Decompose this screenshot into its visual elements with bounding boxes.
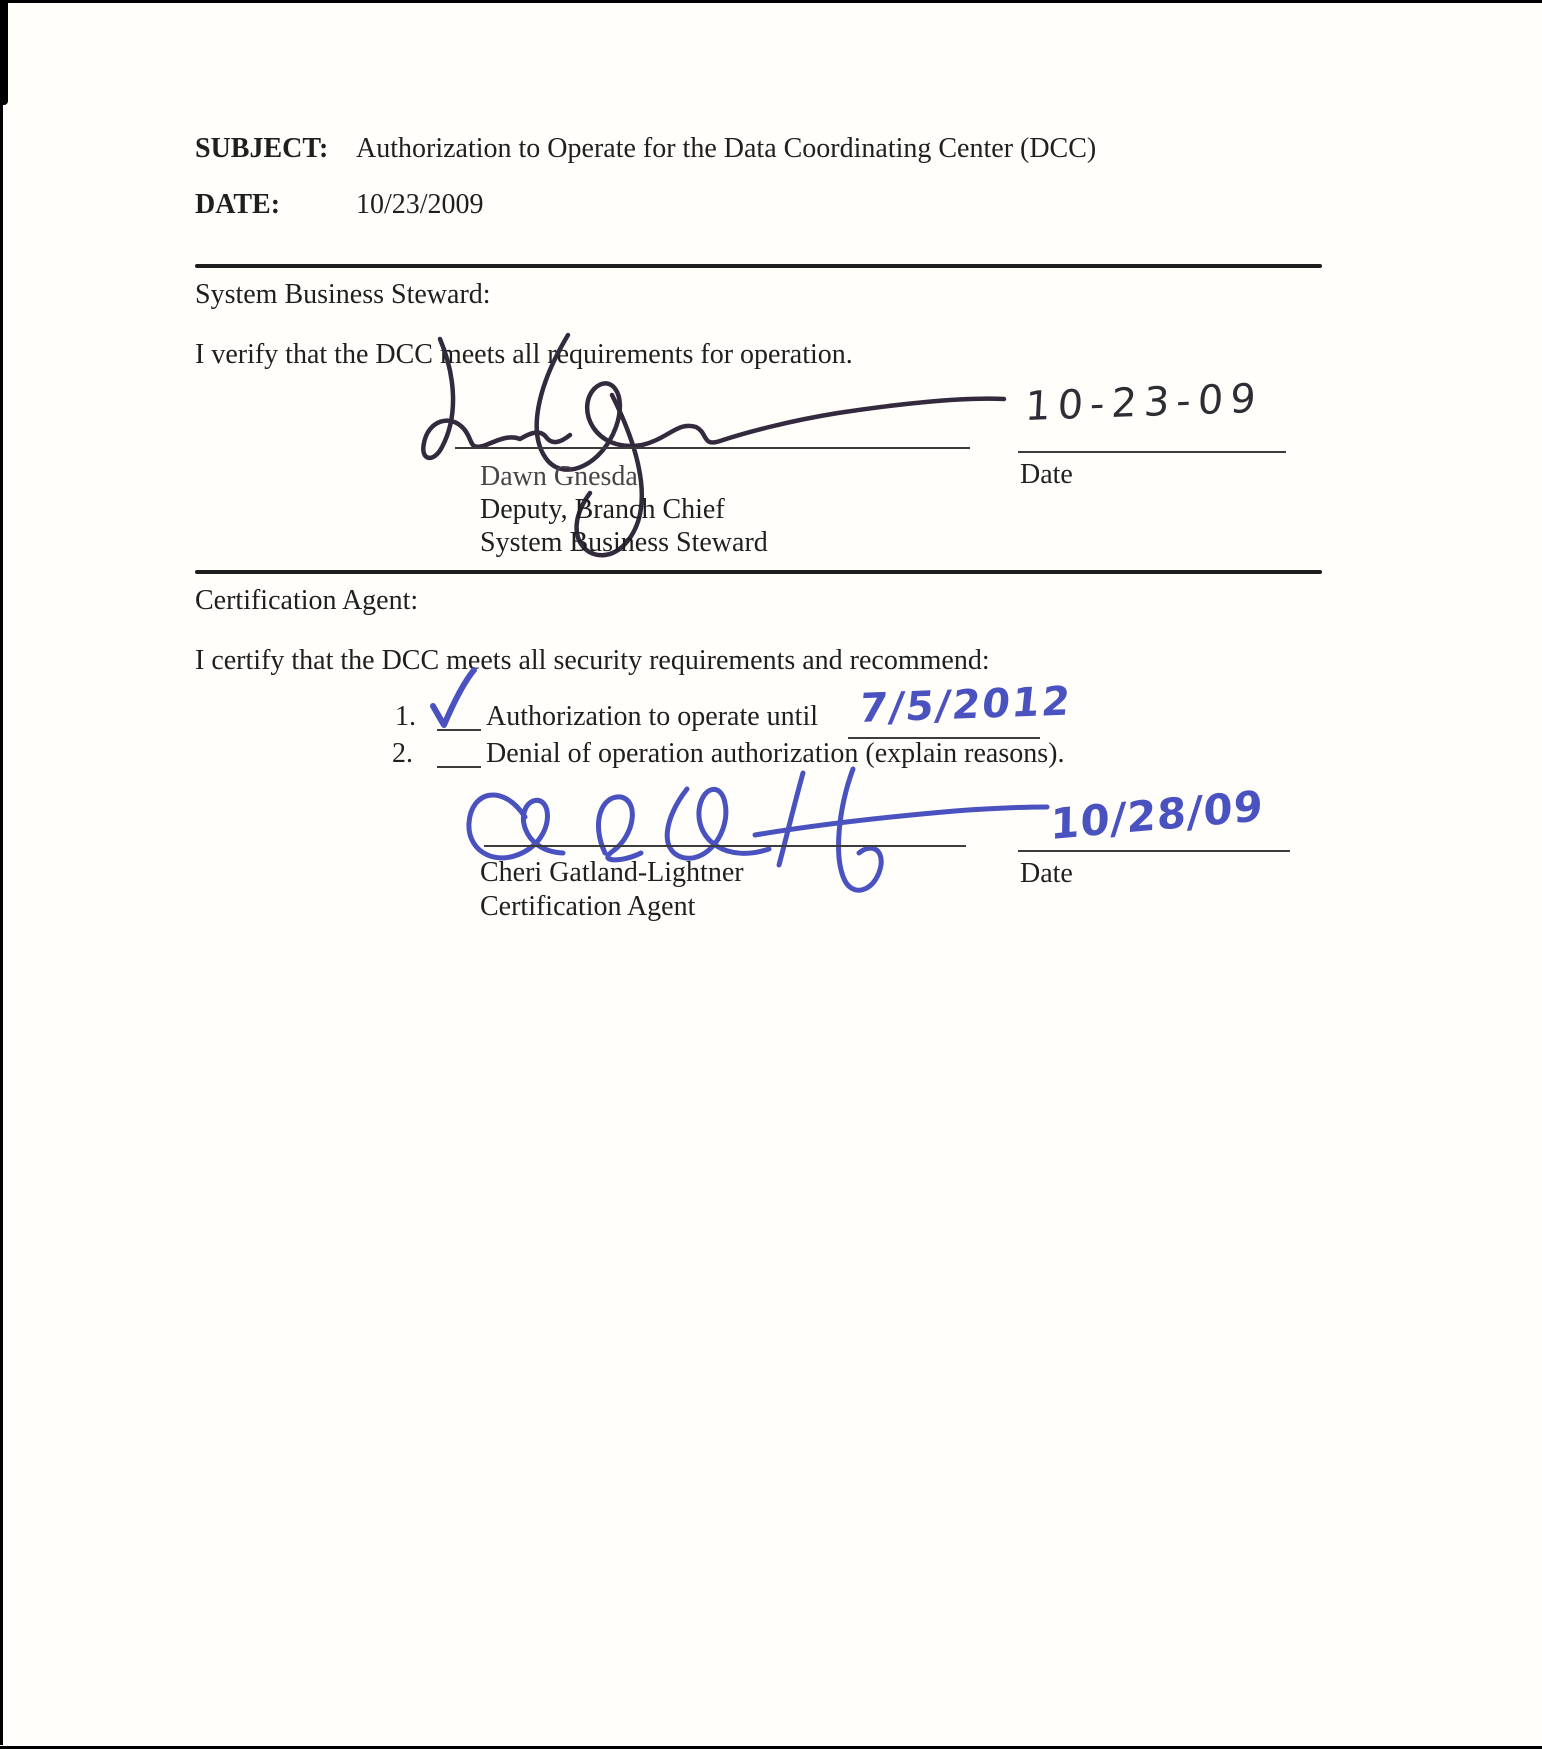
certification-signer-title: Certification Agent [480,891,696,922]
certification-handwritten-date: 10/28/09 [1050,781,1265,849]
steward-date-line [1018,451,1286,453]
scan-edge-top [0,0,1542,3]
steward-date-label: Date [1020,459,1073,490]
scan-edge-corner-mark [0,0,8,105]
item-2-text: Denial of operation authorization (explain reasons). [486,738,1065,769]
section-divider-1 [195,264,1322,268]
steward-signer-title-2: System Business Steward [480,527,768,558]
steward-signer-name: Dawn Gnesda [480,461,638,492]
certification-signer-name: Cheri Gatland-Lightner [480,857,744,888]
steward-heading: System Business Steward: [195,279,491,310]
certification-heading: Certification Agent: [195,585,419,616]
certification-statement: I certify that the DCC meets all security requirements and recommend: [195,645,990,676]
date-value: 10/23/2009 [356,189,484,220]
steward-signature-line [455,447,970,449]
certification-date-label: Date [1020,858,1073,889]
item-1-number: 1. [395,701,416,732]
subject-text: Authorization to Operate for the Data Coordinating Center (DCC) [356,133,1097,164]
steward-signer-title-1: Deputy, Branch Chief [480,494,725,525]
date-label: DATE: [195,189,281,220]
scan-edge-left [0,0,3,1745]
steward-handwritten-date: 10-23-09 [1024,375,1264,430]
item-2-number: 2. [392,738,413,769]
steward-statement: I verify that the DCC meets all requirements for operation. [195,339,853,370]
subject-label: SUBJECT: [195,133,329,164]
item-1-checkmark-icon [426,666,486,732]
item-1-text: Authorization to operate until [486,701,819,732]
section-divider-2 [195,570,1322,574]
certification-signature-line [484,845,966,847]
certification-date-line [1018,850,1290,852]
item-1-handwritten-date: 7/5/2012 [857,678,1074,732]
